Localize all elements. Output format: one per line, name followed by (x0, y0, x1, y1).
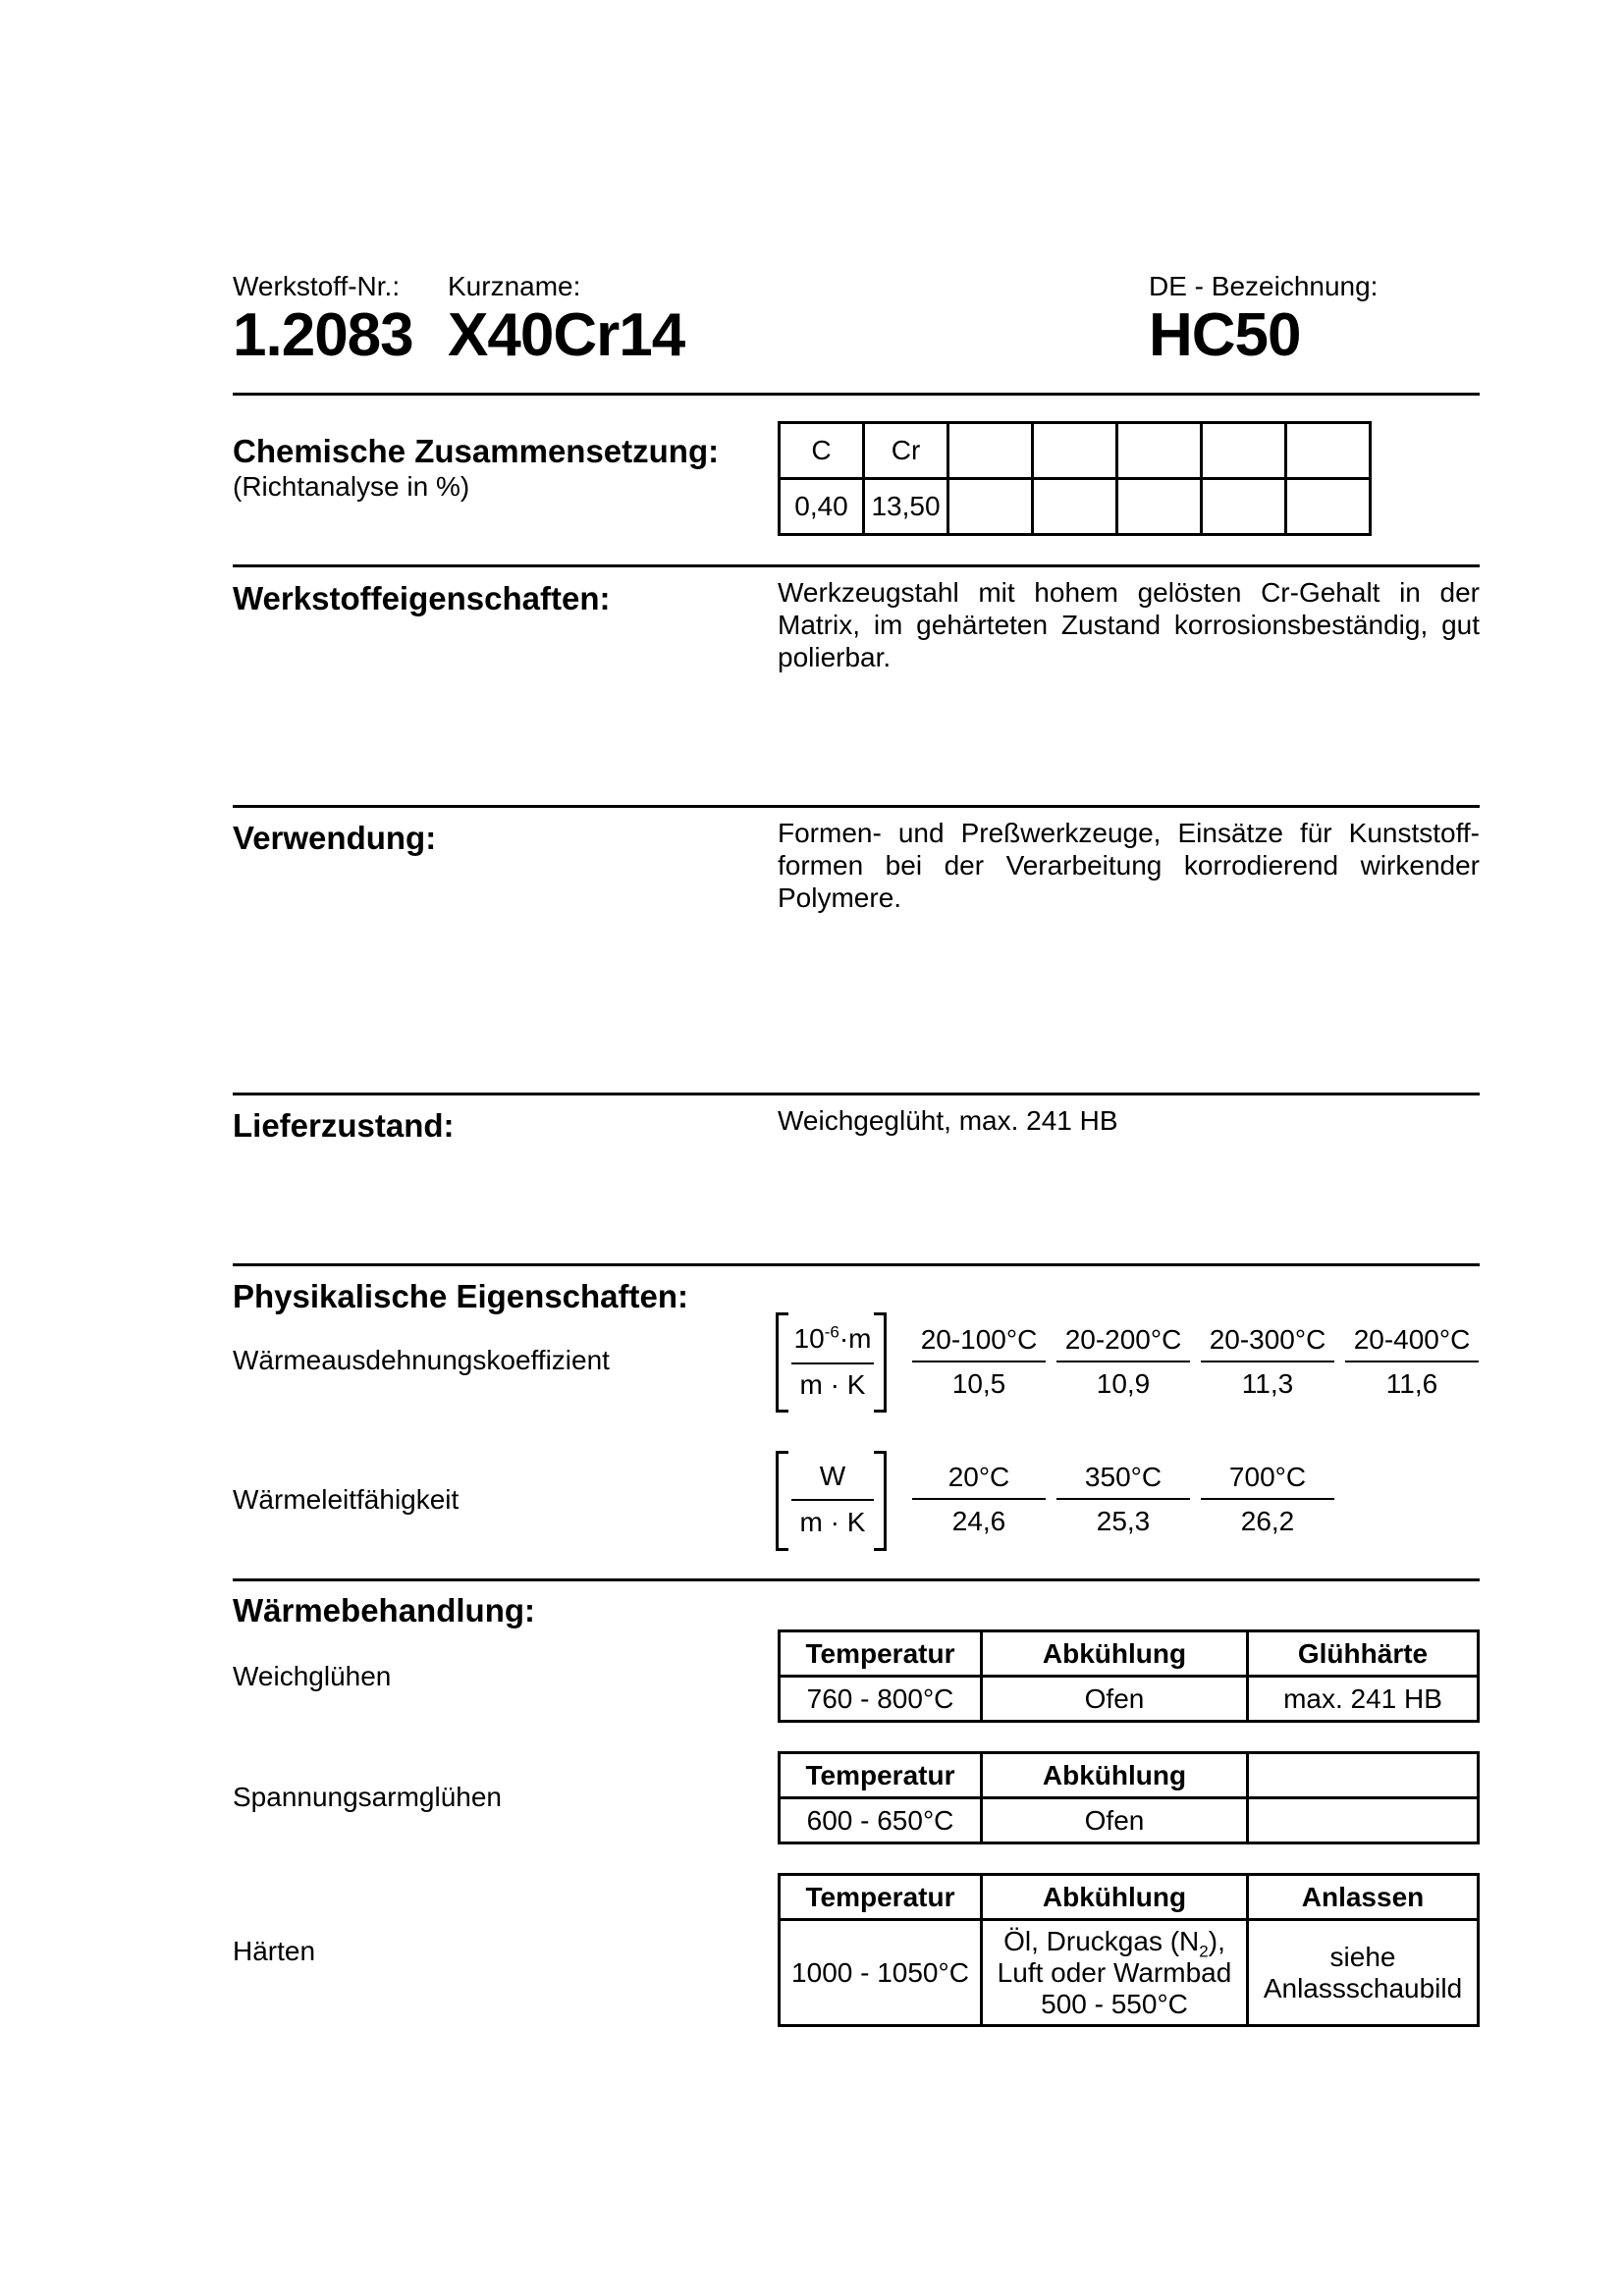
table-header: Abkühlung (982, 1875, 1248, 1920)
value-cell (1117, 479, 1202, 535)
cooling-line: Öl, Druckgas $(N_2)$, (1003, 1925, 1225, 1961)
werkstoff-label: Werkstoff-Nr.: (233, 271, 401, 301)
table-cell: 760 - 800°C (780, 1677, 982, 1722)
de-value: HC50 (1149, 301, 1301, 369)
conductivity-value: 26,2 (1240, 1506, 1295, 1536)
table-cell: Ofen (982, 1677, 1248, 1722)
unit-bracket-left (776, 1451, 788, 1551)
divider (233, 393, 1480, 396)
delivery-title: Lieferzustand: (233, 1107, 455, 1144)
conductivity-label: Wärmeleitfähigkeit (233, 1484, 460, 1515)
unit-fraction-line (791, 1499, 874, 1501)
element-cell (1117, 423, 1202, 479)
expansion-range: 20-100°C (912, 1319, 1046, 1362)
tempering-line: Anlassschaubild (1263, 1972, 1463, 2003)
table-header (1248, 1753, 1479, 1798)
table-row (780, 1920, 1479, 2026)
table-header: Temperatur (780, 1631, 982, 1677)
divider (233, 805, 1480, 808)
de-label: DE - Bezeichnung: (1149, 271, 1379, 301)
table-row (780, 1798, 1479, 1843)
element-cell: C (780, 423, 864, 479)
divider (233, 564, 1480, 567)
soft-annealing-label: Weichglühen (233, 1661, 392, 1691)
element-cell (1286, 423, 1371, 479)
table-cell (982, 1920, 1248, 2026)
expansion-range: 20-200°C (1056, 1319, 1190, 1362)
properties-title: Werkstoffeigenschaften: (233, 580, 611, 616)
table-header-row (780, 1753, 1479, 1798)
value-cell (948, 479, 1033, 535)
table-cell: 1000 - 1050°C (780, 1920, 982, 2026)
expansion-label: Wärmeausdehnungskoeffizient (233, 1345, 610, 1375)
element-cell (1033, 423, 1117, 479)
usage-text: Formen- und Preßwerkzeuge, Einsätze für Kunststoff-formen bei der Verarbeitung korrodierend wirkender Polymere. (778, 818, 1480, 913)
expansion-unit-numerator: $10^{-6}\cdot m$ (793, 1322, 872, 1354)
expansion-value: 10,5 (951, 1368, 1006, 1399)
heat-treatment-title: Wärmebehandlung: (233, 1592, 536, 1629)
expansion-range: 20-300°C (1201, 1319, 1334, 1362)
value-cell: 13,50 (864, 479, 948, 535)
table-header: Temperatur (780, 1875, 982, 1920)
expansion-value: 11,6 (1385, 1368, 1438, 1399)
table-header: Abkühlung (982, 1753, 1248, 1798)
conductivity-temp: 350°C (1056, 1457, 1190, 1500)
conductivity-column (1056, 1457, 1190, 1543)
table-row (780, 1677, 1479, 1722)
table-cell: max. 241 HB (1248, 1677, 1479, 1722)
conductivity-value: 24,6 (951, 1506, 1006, 1536)
stress-relief-label: Spannungsarmglühen (233, 1782, 502, 1812)
chemical-title: Chemische Zusammensetzung: (233, 433, 720, 469)
table-cell (1248, 1920, 1479, 2026)
unit-bracket-left (776, 1312, 788, 1413)
tempering-line: siehe (1329, 1941, 1396, 1972)
conductivity-column (912, 1457, 1046, 1543)
expansion-value: 11,3 (1241, 1368, 1294, 1399)
value-cell: 0,40 (780, 479, 864, 535)
table-cell: Ofen (982, 1798, 1248, 1843)
value-cell (1033, 479, 1117, 535)
value-cell (1202, 479, 1286, 535)
conductivity-column (1201, 1457, 1334, 1543)
table-header: Glühhärte (1248, 1631, 1479, 1677)
expansion-column (1056, 1319, 1190, 1406)
value-cell (1286, 479, 1371, 535)
expansion-column (1201, 1319, 1334, 1406)
table-header: Temperatur (780, 1753, 982, 1798)
expansion-range: 20-400°C (1345, 1319, 1479, 1362)
physical-title: Physikalische Eigenschaften: (233, 1278, 689, 1314)
usage-title: Verwendung: (233, 820, 437, 856)
hardening-table (778, 1873, 1480, 2027)
chemical-subtitle: (Richtanalyse in %) (233, 471, 470, 502)
delivery-text: Weichgeglüht, max. 241 HB (778, 1105, 1118, 1136)
value-row (780, 479, 1371, 535)
table-cell: 600 - 650°C (780, 1798, 982, 1843)
divider (233, 1093, 1480, 1095)
soft-annealing-table (778, 1629, 1480, 1723)
expansion-value: 10,9 (1096, 1368, 1151, 1399)
chemical-composition-table (778, 421, 1372, 536)
conductivity-temp: 20°C (912, 1457, 1046, 1500)
conductivity-temp: 700°C (1201, 1457, 1334, 1500)
hardening-label: Härten (233, 1936, 316, 1966)
divider (233, 1263, 1480, 1266)
table-header-row (780, 1631, 1479, 1677)
table-header: Anlassen (1248, 1875, 1479, 1920)
werkstoff-number: 1.2083 (233, 301, 413, 369)
unit-fraction-line (791, 1362, 874, 1364)
expansion-column (912, 1319, 1046, 1406)
expansion-column (1345, 1319, 1479, 1406)
element-cell (1202, 423, 1286, 479)
element-row (780, 423, 1371, 479)
divider (233, 1578, 1480, 1581)
cooling-line: 500 - 550°C (1041, 1988, 1188, 2019)
conductivity-unit-denominator: m · K (799, 1507, 866, 1537)
element-cell: Cr (864, 423, 948, 479)
properties-text: Werkzeugstahl mit hohem gelösten Cr-Gehalt in der Matrix, im gehärteten Zustand korrosionsbeständig, gut polierbar. (778, 577, 1480, 672)
stress-relief-table (778, 1751, 1480, 1844)
table-header-row (780, 1875, 1479, 1920)
table-header: Abkühlung (982, 1631, 1248, 1677)
cooling-line: Luft oder Warmbad (997, 1956, 1232, 1988)
conductivity-unit-numerator: W (819, 1461, 846, 1491)
element-cell (948, 423, 1033, 479)
table-cell (1248, 1798, 1479, 1843)
kurzname-label: Kurzname: (448, 271, 581, 301)
expansion-unit-denominator: m · K (799, 1369, 866, 1400)
kurzname-value: X40Cr14 (448, 301, 685, 369)
conductivity-value: 25,3 (1096, 1506, 1151, 1536)
